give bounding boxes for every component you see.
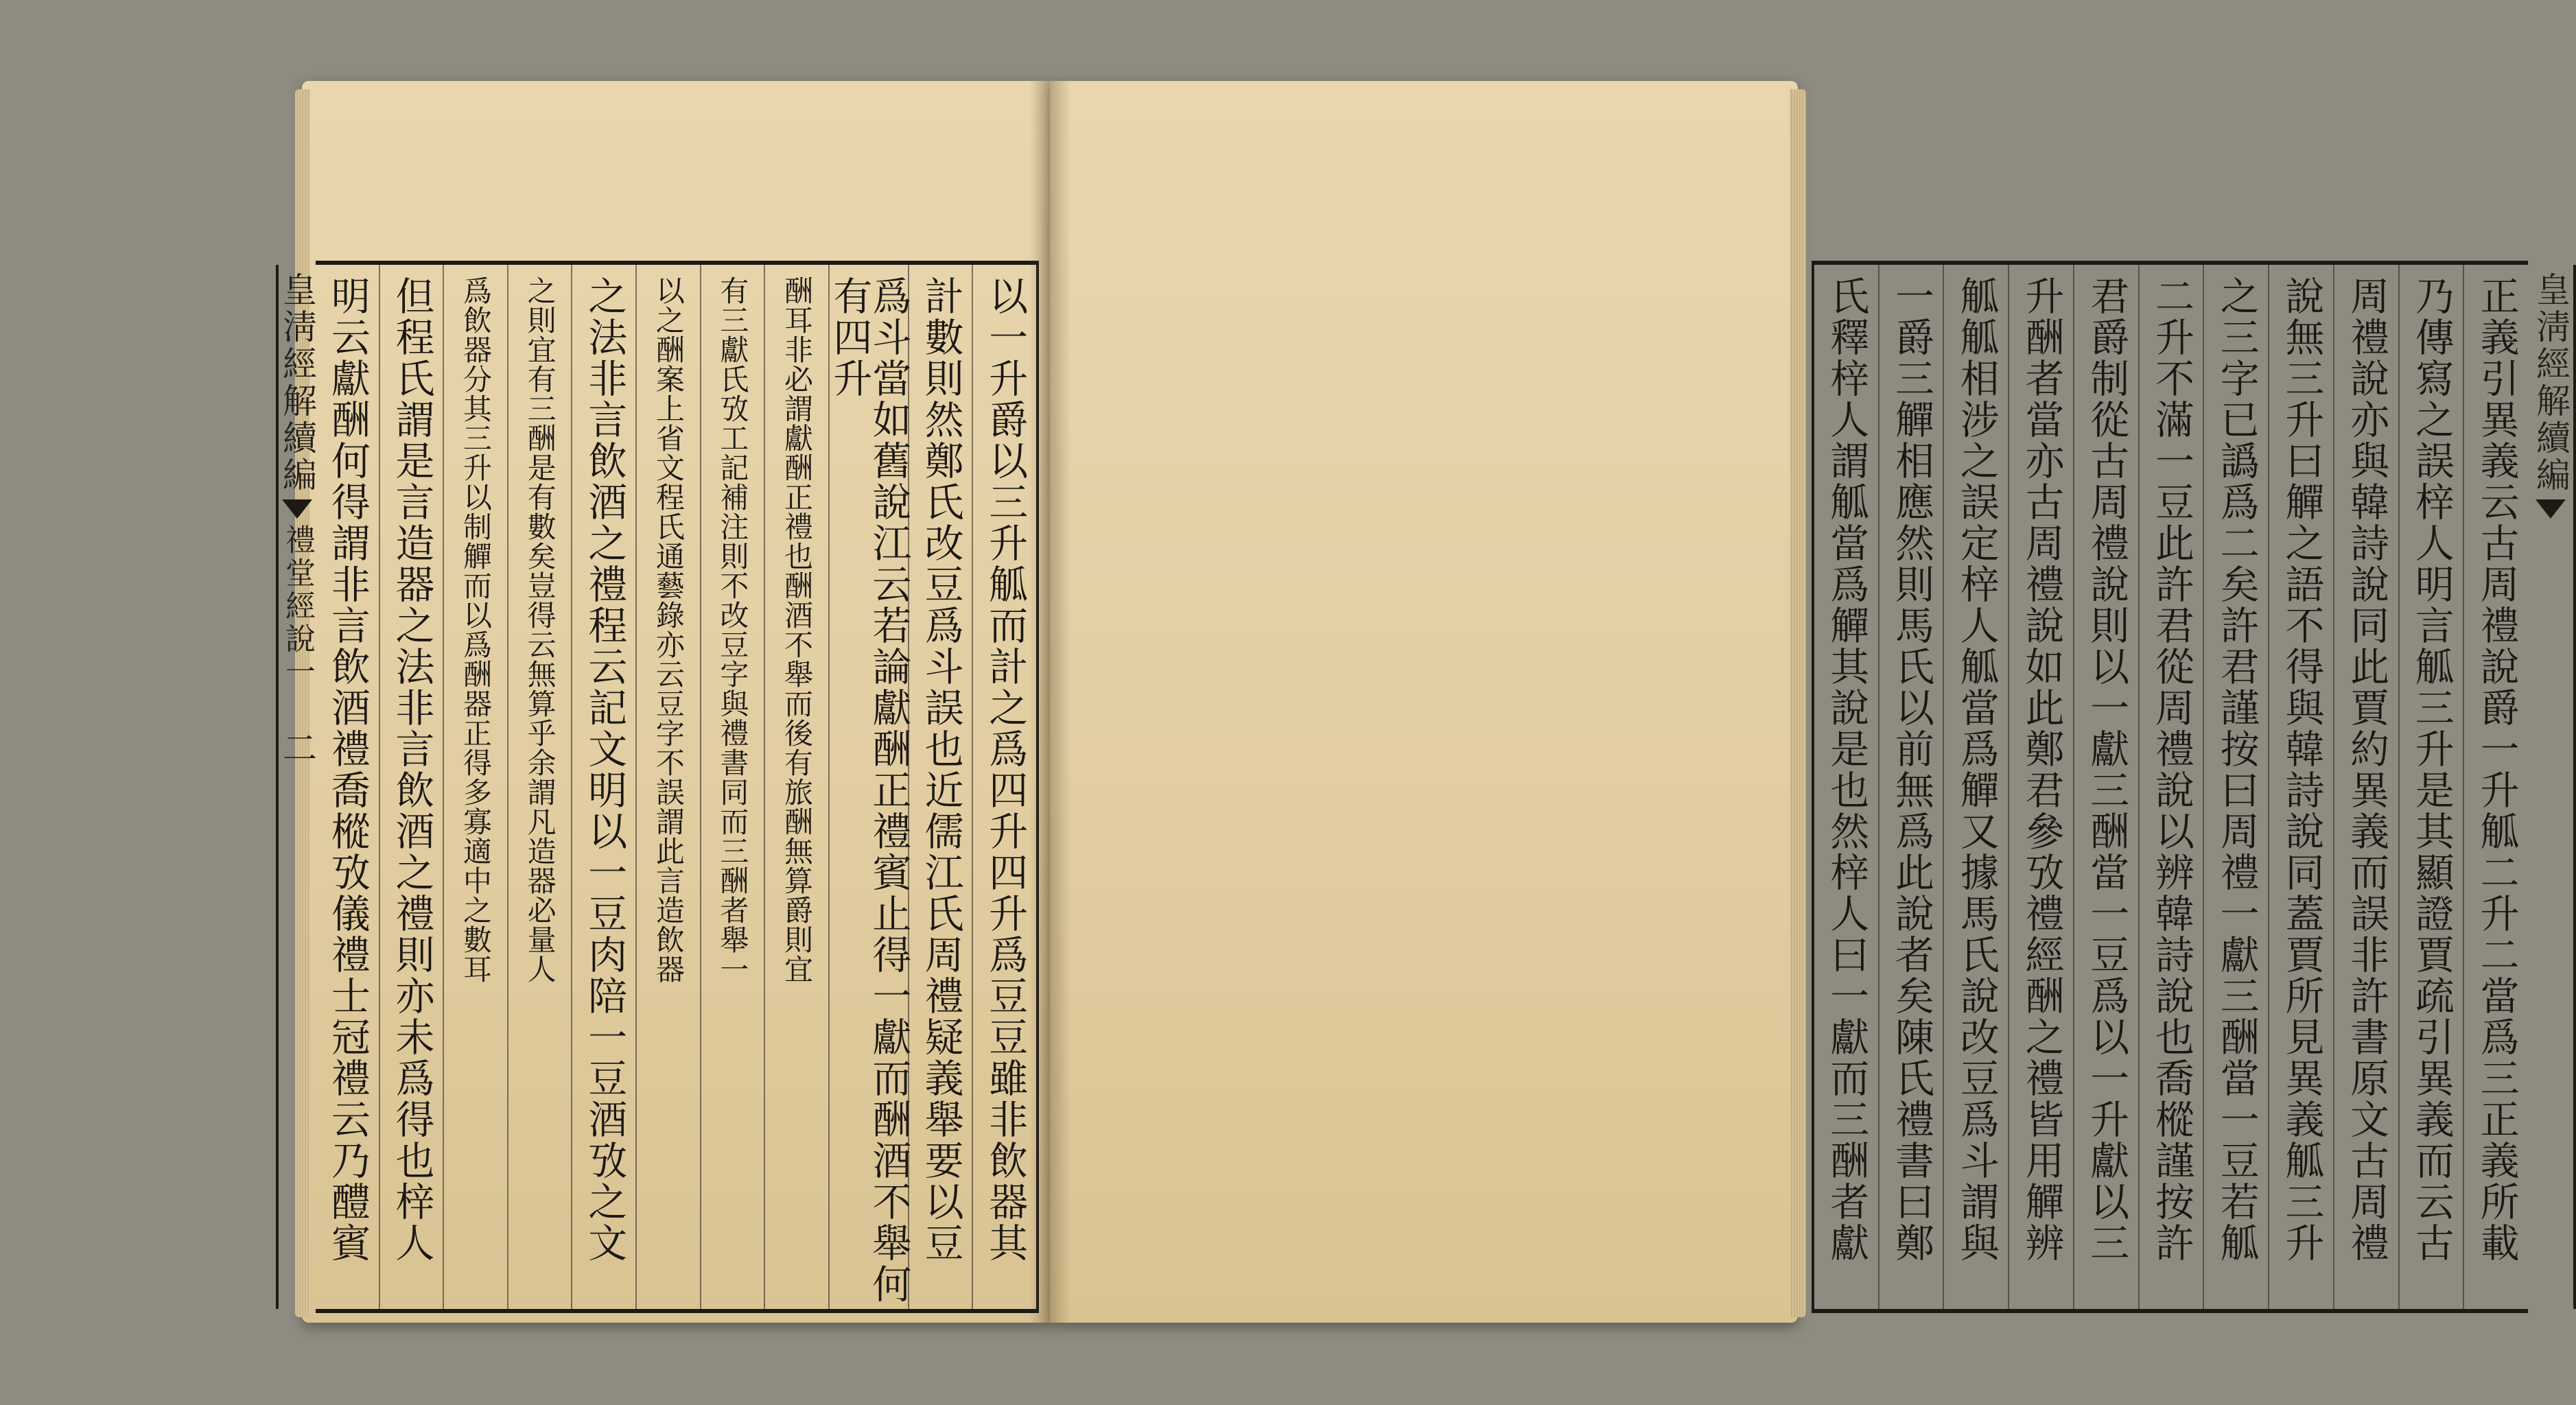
text-column: 乃傳寫之誤梓人明言觚三升是其顯證賈疏引異義而云古	[2398, 265, 2463, 1309]
fish-tail-mark	[2536, 499, 2566, 519]
text-column: 但程氏謂是言造器之法非言飲酒之禮則亦未爲得也梓人	[379, 265, 443, 1309]
text-column: 之法非言飲酒之禮程云記文明以一豆肉陪一豆酒攷之文	[571, 265, 635, 1309]
text-column: 之三字已譌爲二矣許君謹按曰周禮一獻三酬當一豆若觚	[2203, 265, 2268, 1309]
left-margin-strip	[276, 265, 316, 1309]
text-column: 有三獻氏攷工記補注則不改豆字與禮書同而三酬者舉一	[700, 265, 764, 1309]
text-column: 以之酬案上省文程氏通藝錄亦云豆字不誤謂此言造飲器	[635, 265, 700, 1309]
text-column: 爲斗當如舊說江云若論獻酬正禮賓止得一獻而酬酒不舉何有四升	[828, 265, 908, 1309]
text-column: 正義引異義云古周禮說爵一升觚二升二當爲三正義所載	[2463, 265, 2528, 1309]
text-column: 明云獻酬何得謂非言飲酒禮喬樅攷儀禮士冠禮云乃醴賓	[325, 276, 371, 1264]
text-column: 氏釋梓人謂觚當爲觶其說是也然梓人曰一獻而三酬者獻	[1823, 276, 1869, 1264]
page-number: 二	[277, 730, 317, 764]
text-column: 酬耳非必謂獻酬正禮也酬酒不舉而後有旅酬無算爵則宜	[764, 265, 828, 1309]
right-page-edge	[1790, 89, 1806, 1317]
left-text-columns	[316, 265, 1036, 1309]
left-text-frame	[277, 261, 1039, 1313]
fish-tail-mark	[282, 499, 312, 519]
text-column: 周禮說亦與韓詩說同此賈約異義而誤非許書原文古周禮	[2333, 265, 2398, 1309]
text-column: 之則宜有三酬是有數矣豈得云無算乎余謂凡造器必量人	[507, 265, 572, 1309]
text-column: 計數則然鄭氏改豆爲斗誤也近儒江氏周禮疑義舉要以豆	[908, 265, 972, 1309]
right-page	[1050, 81, 2571, 1323]
left-page	[277, 81, 1050, 1323]
right-text-columns	[1814, 265, 2528, 1309]
right-margin-title: 皇淸經解續編	[2531, 272, 2571, 494]
right-margin-strip	[2528, 265, 2576, 1309]
left-margin-section: 禮堂經說一	[280, 524, 315, 689]
text-column: 升酬者當亦古周禮說如此鄭君參攷禮經酬之禮皆用觶辨	[2008, 265, 2073, 1309]
text-column: 君爵制從古周禮說則以一獻三酬當一豆爲以一升獻以三	[2073, 265, 2138, 1309]
text-column: 二升不滿一豆此許君從周禮說以辨韓詩說也喬樅謹按許	[2138, 265, 2203, 1309]
book-gutter	[1029, 81, 1070, 1323]
text-column: 說無三升曰觶之語不得與韓詩說同蓋賈所見異義觚三升	[2268, 265, 2333, 1309]
left-margin-title: 皇淸經解續編	[277, 272, 317, 494]
text-column: 爲飲器分其三升以制觶而以爲酬器正得多寡適中之數耳	[443, 265, 507, 1309]
open-book	[277, 81, 2571, 1323]
right-text-frame	[1812, 261, 2571, 1313]
text-column: 以一升爵以三升觚而計之爲四升四升爲豆豆雖非飲器其	[972, 265, 1036, 1309]
text-column: 觚觚相涉之誤定梓人觚當爲觶又據馬氏說改豆爲斗謂與	[1943, 265, 2008, 1309]
text-column: 一爵三觶相應然則馬氏以前無爲此說者矣陳氏禮書曰鄭	[1878, 265, 1943, 1309]
